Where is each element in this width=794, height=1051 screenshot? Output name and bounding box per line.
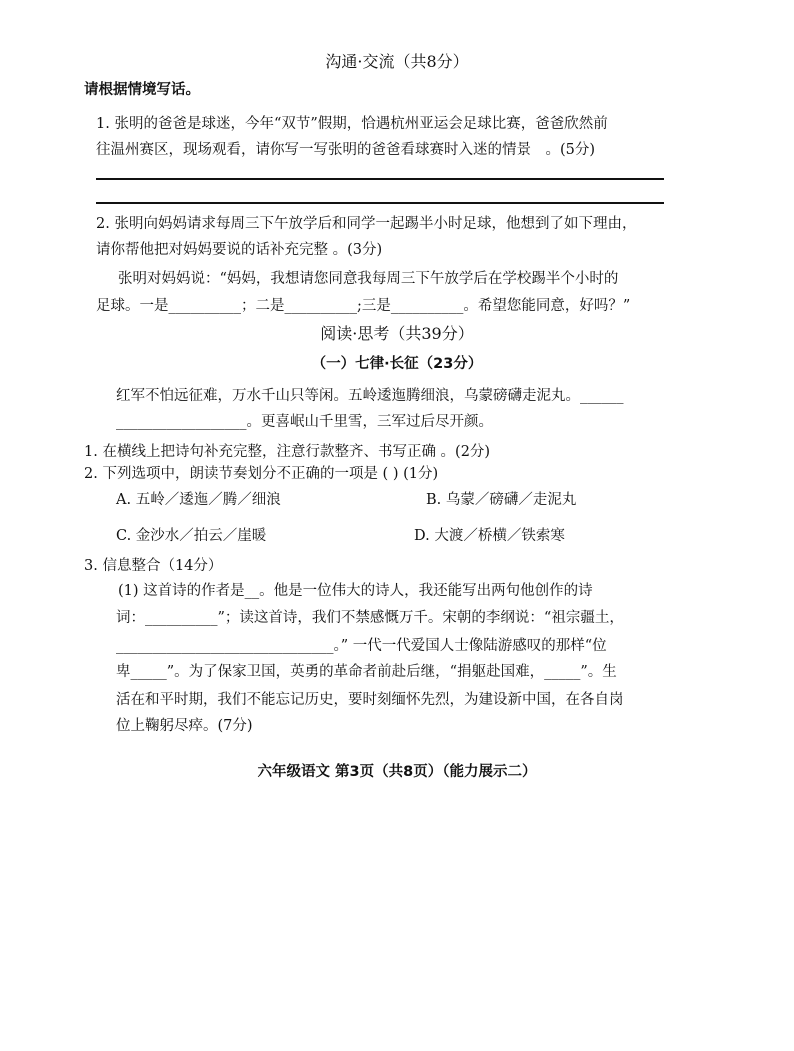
- q3-text-3: ______________________________。” 一代一代爱国人士像陆游感叹的那样“位: [116, 638, 607, 654]
- question-1-text-cont: 往温州赛区，现场观看，请你写一写张明的爸爸看球赛时入迷的情景 。(5分): [96, 142, 596, 158]
- q3-text-1: (1) 这首诗的作者是__。他是一位伟大的诗人，我还能写出两句他创作的诗: [118, 583, 593, 599]
- q3-text-4: 卑_____”。为了保家卫国，英勇的革命者前赴后继，“捐躯赴国难，_____”。生: [116, 664, 617, 680]
- dialogue-text-cont: 足球。一是__________；二是__________;三是__________。希望您能同意，好吗？”: [96, 298, 631, 314]
- reading-question-3: 3. 信息整合（14分）: [84, 558, 223, 574]
- dialogue-text: 张明对妈妈说：“妈妈，我想请您同意我每周三下午放学后在学校踢半个小时的: [118, 271, 619, 287]
- option-d: D. 大渡／桥横／铁索寒: [414, 528, 565, 544]
- reading-question-2: 2. 下列选项中，朗读节奏划分不正确的一项是 ( ) (1分): [84, 466, 439, 482]
- section-title-reading: 阅读·思考（共39分）: [320, 324, 474, 343]
- answer-line-2: [96, 202, 664, 204]
- section-title-communication: 沟通·交流（共8分）: [325, 52, 469, 71]
- instruction: 请根据情境写话。: [84, 82, 200, 98]
- page-footer: 六年级语文 第3页（共8页）（能力展示二）: [257, 764, 537, 780]
- option-a: A. 五岭／逶迤／腾／细浪: [116, 492, 281, 508]
- reading-question-1: 1. 在横线上把诗句补充完整，注意行款整齐、书写正确 。(2分): [84, 444, 491, 460]
- q3-text-6: 位上鞠躬尽瘁。(7分): [116, 718, 253, 734]
- question-2-text: 2. 张明向妈妈请求每周三下午放学后和同学一起踢半小时足球，他想到了如下理由，: [96, 216, 637, 232]
- option-b: B. 乌蒙／磅礴／走泥丸: [426, 492, 577, 508]
- q3-text-2: 词：__________”；读这首诗，我们不禁感慨万千。宋朝的李纲说：“祖宗疆土，: [116, 610, 624, 626]
- q3-text-5: 活在和平时期，我们不能忘记历史，要时刻缅怀先烈，为建设新中国，在各自岗: [116, 692, 624, 708]
- subsection-title-poem: （一）七律·长征（23分）: [311, 356, 483, 372]
- poem-line-cont: __________________。更喜岷山千里雪，三军过后尽开颜。: [116, 414, 493, 430]
- question-2-text-cont: 请你帮他把对妈妈要说的话补充完整 。(3分): [96, 242, 383, 258]
- question-1-text: 1. 张明的爸爸是球迷，今年“双节”假期，恰遇杭州亚运会足球比赛，爸爸欣然前: [96, 116, 608, 132]
- answer-line-1: [96, 178, 664, 180]
- poem-line: 红军不怕远征难，万水千山只等闲。五岭逶迤腾细浪，乌蒙磅礴走泥丸。______: [116, 388, 624, 404]
- option-c: C. 金沙水／拍云／崖暖: [116, 528, 267, 544]
